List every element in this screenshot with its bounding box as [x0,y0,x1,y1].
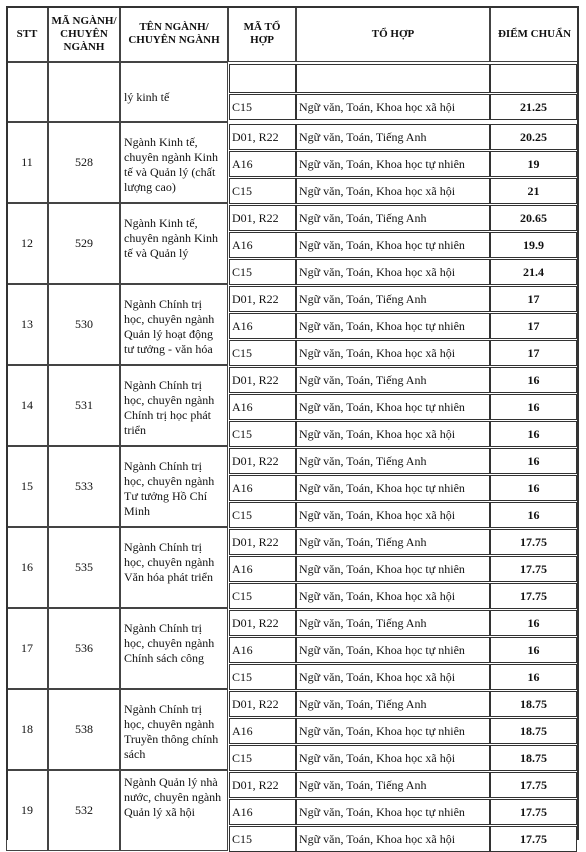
group-14-stt: 14 [6,365,48,446]
group-13-ten-nganh: Ngành Chính trị học, chuyên ngành Quản lý hoạt động tư tưởng - văn hóa [120,284,228,365]
group-17-row-3-to-hop: Ngữ văn, Toán, Khoa học xã hội [296,664,490,690]
group-18-ma-nganh: 538 [48,689,120,770]
group-15-row-1-diem-chuan: 16 [490,448,577,474]
group-17-row-1-ma-to-hop: D01, R22 [229,610,296,636]
header-ten-nganh: TÊN NGÀNH/ CHUYÊN NGÀNH [120,6,228,62]
group-12-ten-nganh: Ngành Kinh tế, chuyên ngành Kinh tế và Quản lý [120,203,228,284]
group-19-row-3-ma-to-hop: C15 [229,826,296,852]
group-continued-row-2-to-hop: Ngữ văn, Toán, Khoa học xã hội [296,94,490,120]
group-15-row-3-to-hop: Ngữ văn, Toán, Khoa học xã hội [296,502,490,528]
group-16-row-1-ma-to-hop: D01, R22 [229,529,296,555]
group-19-row-2-to-hop: Ngữ văn, Toán, Khoa học tự nhiên [296,799,490,825]
group-15-row-3-ma-to-hop: C15 [229,502,296,528]
group-17-stt: 17 [6,608,48,689]
group-11-ma-nganh: 528 [48,122,120,203]
group-19-stt: 19 [6,770,48,851]
group-12-row-1-to-hop: Ngữ văn, Toán, Tiếng Anh [296,205,490,231]
group-18-row-2-diem-chuan: 18.75 [490,718,577,744]
group-14-row-2-to-hop: Ngữ văn, Toán, Khoa học tự nhiên [296,394,490,420]
group-11-stt: 11 [6,122,48,203]
group-12-row-3-ma-to-hop: C15 [229,259,296,285]
group-12-ma-nganh: 529 [48,203,120,284]
group-16-row-3-ma-to-hop: C15 [229,583,296,609]
group-18-row-3-ma-to-hop: C15 [229,745,296,771]
group-14-row-3-diem-chuan: 16 [490,421,577,447]
header-ma-to-hop: MÃ TỔ HỢP [228,6,296,62]
group-15-row-2-ma-to-hop: A16 [229,475,296,501]
group-continued-row-1-ma-to-hop [229,64,296,93]
group-13-row-3-to-hop: Ngữ văn, Toán, Khoa học xã hội [296,340,490,366]
group-15-row-1-to-hop: Ngữ văn, Toán, Tiếng Anh [296,448,490,474]
group-continued-row-1-diem-chuan [490,64,577,93]
group-13-row-2-ma-to-hop: A16 [229,313,296,339]
group-16-row-2-to-hop: Ngữ văn, Toán, Khoa học tự nhiên [296,556,490,582]
group-19-row-2-diem-chuan: 17.75 [490,799,577,825]
group-continued-row-1-to-hop [296,64,490,93]
group-14-row-1-diem-chuan: 16 [490,367,577,393]
group-12-stt: 12 [6,203,48,284]
group-11-ten-nganh: Ngành Kinh tế, chuyên ngành Kinh tế và Quản lý (chất lượng cao) [120,122,228,203]
group-continued-stt [6,62,48,122]
group-16-row-2-diem-chuan: 17.75 [490,556,577,582]
group-11-row-1-diem-chuan: 20.25 [490,124,577,150]
group-15-row-2-diem-chuan: 16 [490,475,577,501]
group-14-row-3-ma-to-hop: C15 [229,421,296,447]
group-15-row-3-diem-chuan: 16 [490,502,577,528]
group-17-row-2-to-hop: Ngữ văn, Toán, Khoa học tự nhiên [296,637,490,663]
group-18-stt: 18 [6,689,48,770]
group-18-row-1-diem-chuan: 18.75 [490,691,577,717]
group-13-row-3-ma-to-hop: C15 [229,340,296,366]
group-18-row-1-ma-to-hop: D01, R22 [229,691,296,717]
group-16-row-1-diem-chuan: 17.75 [490,529,577,555]
group-12-row-3-to-hop: Ngữ văn, Toán, Khoa học xã hội [296,259,490,285]
group-14-ten-nganh: Ngành Chính trị học, chuyên ngành Chính trị học phát triển [120,365,228,446]
group-19-row-2-ma-to-hop: A16 [229,799,296,825]
group-16-row-3-to-hop: Ngữ văn, Toán, Khoa học xã hội [296,583,490,609]
group-continued-ten-nganh: lý kinh tế [120,62,228,122]
group-17-row-3-diem-chuan: 16 [490,664,577,690]
group-13-row-1-ma-to-hop: D01, R22 [229,286,296,312]
group-15-row-1-ma-to-hop: D01, R22 [229,448,296,474]
group-14-row-1-to-hop: Ngữ văn, Toán, Tiếng Anh [296,367,490,393]
group-18-row-2-to-hop: Ngữ văn, Toán, Khoa học tự nhiên [296,718,490,744]
group-12-row-2-to-hop: Ngữ văn, Toán, Khoa học tự nhiên [296,232,490,258]
group-11-row-3-diem-chuan: 21 [490,178,577,204]
group-continued-ma-nganh [48,62,120,122]
group-19-row-1-to-hop: Ngữ văn, Toán, Tiếng Anh [296,772,490,798]
group-19-row-1-diem-chuan: 17.75 [490,772,577,798]
group-14-row-3-to-hop: Ngữ văn, Toán, Khoa học xã hội [296,421,490,447]
group-16-row-3-diem-chuan: 17.75 [490,583,577,609]
group-13-row-2-diem-chuan: 17 [490,313,577,339]
group-12-row-1-diem-chuan: 20.65 [490,205,577,231]
group-17-row-2-ma-to-hop: A16 [229,637,296,663]
group-11-row-2-to-hop: Ngữ văn, Toán, Khoa học tự nhiên [296,151,490,177]
group-16-row-1-to-hop: Ngữ văn, Toán, Tiếng Anh [296,529,490,555]
group-18-row-2-ma-to-hop: A16 [229,718,296,744]
group-13-row-2-to-hop: Ngữ văn, Toán, Khoa học tự nhiên [296,313,490,339]
group-11-row-1-to-hop: Ngữ văn, Toán, Tiếng Anh [296,124,490,150]
group-18-row-3-to-hop: Ngữ văn, Toán, Khoa học xã hội [296,745,490,771]
group-19-ten-nganh: Ngành Quản lý nhà nước, chuyên ngành Quản lý xã hội [120,770,228,851]
group-16-ma-nganh: 535 [48,527,120,608]
group-16-stt: 16 [6,527,48,608]
group-11-row-1-ma-to-hop: D01, R22 [229,124,296,150]
group-14-ma-nganh: 531 [48,365,120,446]
group-14-row-2-ma-to-hop: A16 [229,394,296,420]
group-13-ma-nganh: 530 [48,284,120,365]
group-15-row-2-to-hop: Ngữ văn, Toán, Khoa học tự nhiên [296,475,490,501]
group-15-stt: 15 [6,446,48,527]
group-12-row-1-ma-to-hop: D01, R22 [229,205,296,231]
group-13-row-1-diem-chuan: 17 [490,286,577,312]
group-14-row-1-ma-to-hop: D01, R22 [229,367,296,393]
header-to-hop: TỔ HỢP [296,6,490,62]
header-stt: STT [6,6,48,62]
group-continued-row-2-diem-chuan: 21.25 [490,94,577,120]
group-18-ten-nganh: Ngành Chính trị học, chuyên ngành Truyền thông chính sách [120,689,228,770]
group-12-row-2-ma-to-hop: A16 [229,232,296,258]
group-17-row-3-ma-to-hop: C15 [229,664,296,690]
group-17-row-2-diem-chuan: 16 [490,637,577,663]
group-16-ten-nganh: Ngành Chính trị học, chuyên ngành Văn hóa phát triển [120,527,228,608]
group-16-row-2-ma-to-hop: A16 [229,556,296,582]
group-17-ma-nganh: 536 [48,608,120,689]
group-18-row-3-diem-chuan: 18.75 [490,745,577,771]
group-17-row-1-diem-chuan: 16 [490,610,577,636]
group-13-row-1-to-hop: Ngữ văn, Toán, Tiếng Anh [296,286,490,312]
group-11-row-3-ma-to-hop: C15 [229,178,296,204]
group-19-ma-nganh: 532 [48,770,120,851]
group-11-row-2-diem-chuan: 19 [490,151,577,177]
group-18-row-1-to-hop: Ngữ văn, Toán, Tiếng Anh [296,691,490,717]
group-14-row-2-diem-chuan: 16 [490,394,577,420]
group-17-ten-nganh: Ngành Chính trị học, chuyên ngành Chính sách công [120,608,228,689]
group-13-stt: 13 [6,284,48,365]
group-17-row-1-to-hop: Ngữ văn, Toán, Tiếng Anh [296,610,490,636]
group-11-row-3-to-hop: Ngữ văn, Toán, Khoa học xã hội [296,178,490,204]
group-15-ma-nganh: 533 [48,446,120,527]
group-19-row-1-ma-to-hop: D01, R22 [229,772,296,798]
group-13-row-3-diem-chuan: 17 [490,340,577,366]
group-15-ten-nganh: Ngành Chính trị học, chuyên ngành Tư tưởng Hồ Chí Minh [120,446,228,527]
group-continued-row-2-ma-to-hop: C15 [229,94,296,120]
group-12-row-2-diem-chuan: 19.9 [490,232,577,258]
group-11-row-2-ma-to-hop: A16 [229,151,296,177]
group-19-row-3-to-hop: Ngữ văn, Toán, Khoa học xã hội [296,826,490,852]
header-diem-chuan: ĐIỂM CHUẨN [490,6,579,62]
group-12-row-3-diem-chuan: 21.4 [490,259,577,285]
group-19-row-3-diem-chuan: 17.75 [490,826,577,852]
header-ma-nganh: MÃ NGÀNH/ CHUYÊN NGÀNH [48,6,120,62]
